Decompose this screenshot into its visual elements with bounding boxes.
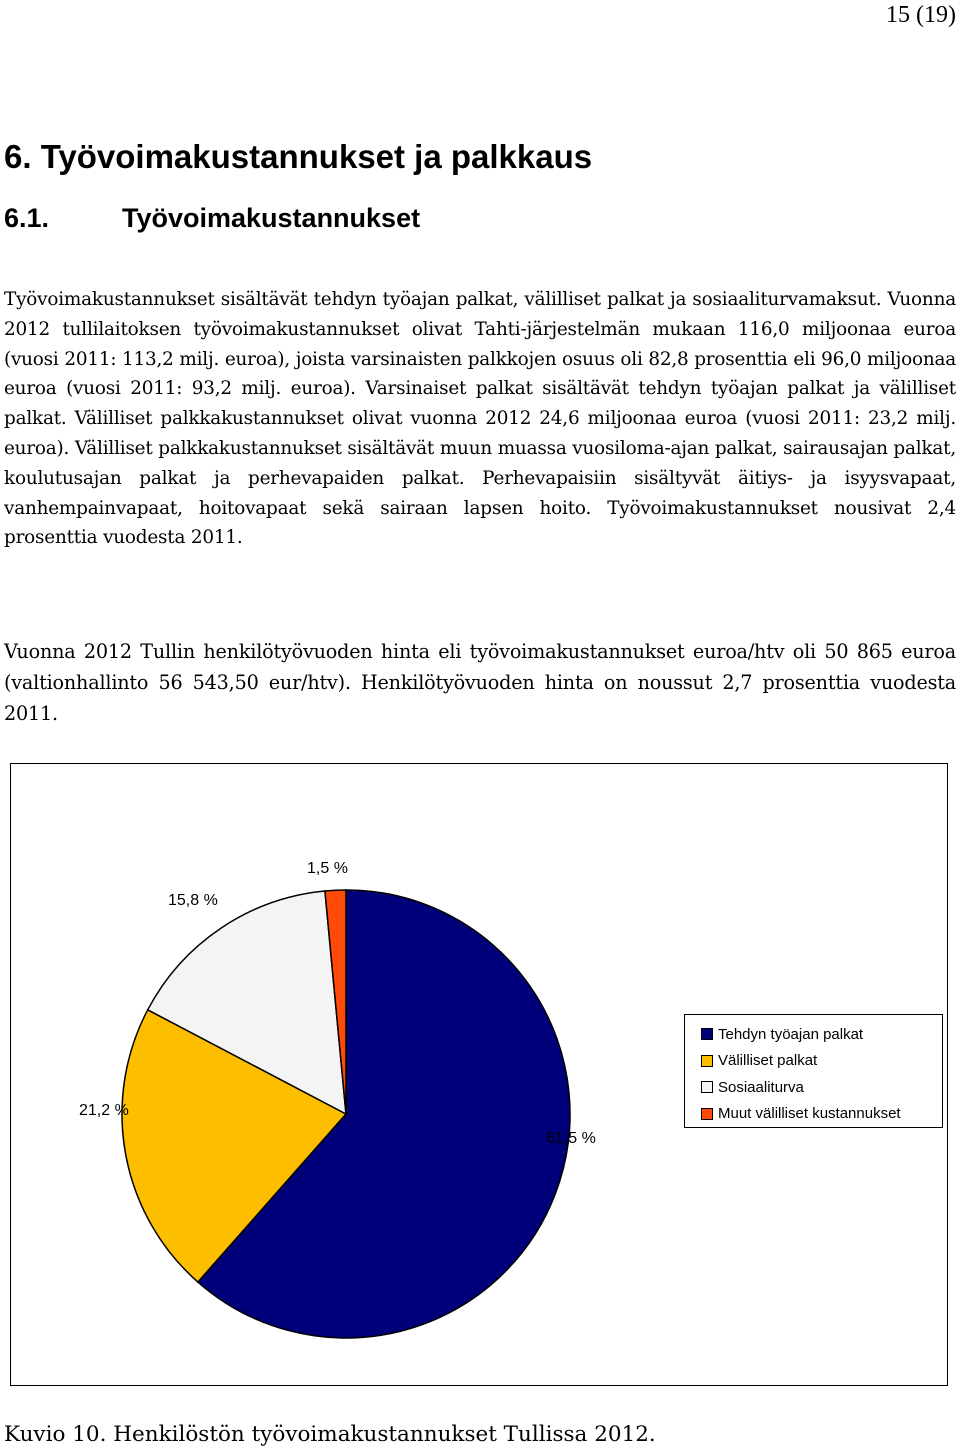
body-paragraph-2: Vuonna 2012 Tullin henkilötyövuoden hinta eli työvoimakustannukset euroa/htv oli 50 865 euroa (valtionhallinto 56 543,50 eur/htv). Henkilötyövuoden hinta on noussut 2,7 prosenttia vuodesta 2011. <box>4 640 956 725</box>
legend-label-2: Välilliset palkat <box>718 1052 818 1070</box>
section-heading <box>4 203 420 234</box>
legend-swatch-3 <box>701 1081 713 1093</box>
pie-slice-label-3: 15,8 % <box>168 892 218 909</box>
body-paragraph-1: Työvoimakustannukset sisältävät tehdyn työajan palkat, välilliset palkat ja sosiaaliturvamaksut. Vuonna 2012 tullilaitoksen työvoimakustannukset olivat Tahti-järjestelmän mukaan 116,0 miljoonaa euroa (vuosi 2011: 113,2 milj. euroa), joista varsinaisten palkkojen osuus oli 82,8 prosenttia eli 96,0 miljoonaa euroa (vuosi 2011: 93,2 milj. euroa). Varsinaiset palkat sisältävät tehdyn työajan palkat ja välilliset palkat. Välilliset palkkakustannukset olivat vuonna 2012 24,6 miljoonaa euroa (vuosi 2011: 23,2 milj. euroa). Välilliset palkkakustannukset sisältävät muun muassa vuosiloma-ajan palkat, sairausajan palkat, koulutusajan palkat ja perhevapaiden palkat. Perhevapaisiin sisältyvät äitiys- ja isyysvapaat, vanhempainvapaat, hoitovapaat sekä sairaan lapsen hoito. Työvoimakustannukset nousivat 2,4 prosenttia vuodesta 2011. <box>4 289 956 549</box>
section-title: Työvoimakustannukset <box>122 203 421 233</box>
figure-caption: Kuvio 10. Henkilöstön työvoimakustannukset Tullissa 2012. <box>4 1422 656 1447</box>
page-number: 15 (19) <box>886 2 956 28</box>
legend-swatch-2 <box>701 1055 713 1067</box>
pie-slice-label-2: 21,2 % <box>79 1102 129 1119</box>
pie-chart <box>10 763 948 1386</box>
chapter-heading: 6. Työvoimakustannukset ja palkkaus <box>4 138 593 175</box>
legend-item-1 <box>701 1021 942 1048</box>
legend-item-4 <box>701 1101 942 1128</box>
section-number: 6.1. <box>4 203 50 233</box>
legend-swatch-4 <box>701 1108 713 1120</box>
legend-label-3: Sosiaaliturva <box>718 1078 804 1096</box>
pie-slice-label-1: 61,5 % <box>546 1130 596 1147</box>
legend-item-3 <box>701 1074 942 1101</box>
chart-legend <box>684 1014 943 1128</box>
legend-label-1: Tehdyn työajan palkat <box>718 1025 864 1043</box>
legend-swatch-1 <box>701 1028 713 1040</box>
legend-item-2 <box>701 1048 942 1075</box>
pie-slice-label-4: 1,5 % <box>307 860 348 877</box>
legend-label-4: Muut välilliset kustannukset <box>718 1105 901 1123</box>
